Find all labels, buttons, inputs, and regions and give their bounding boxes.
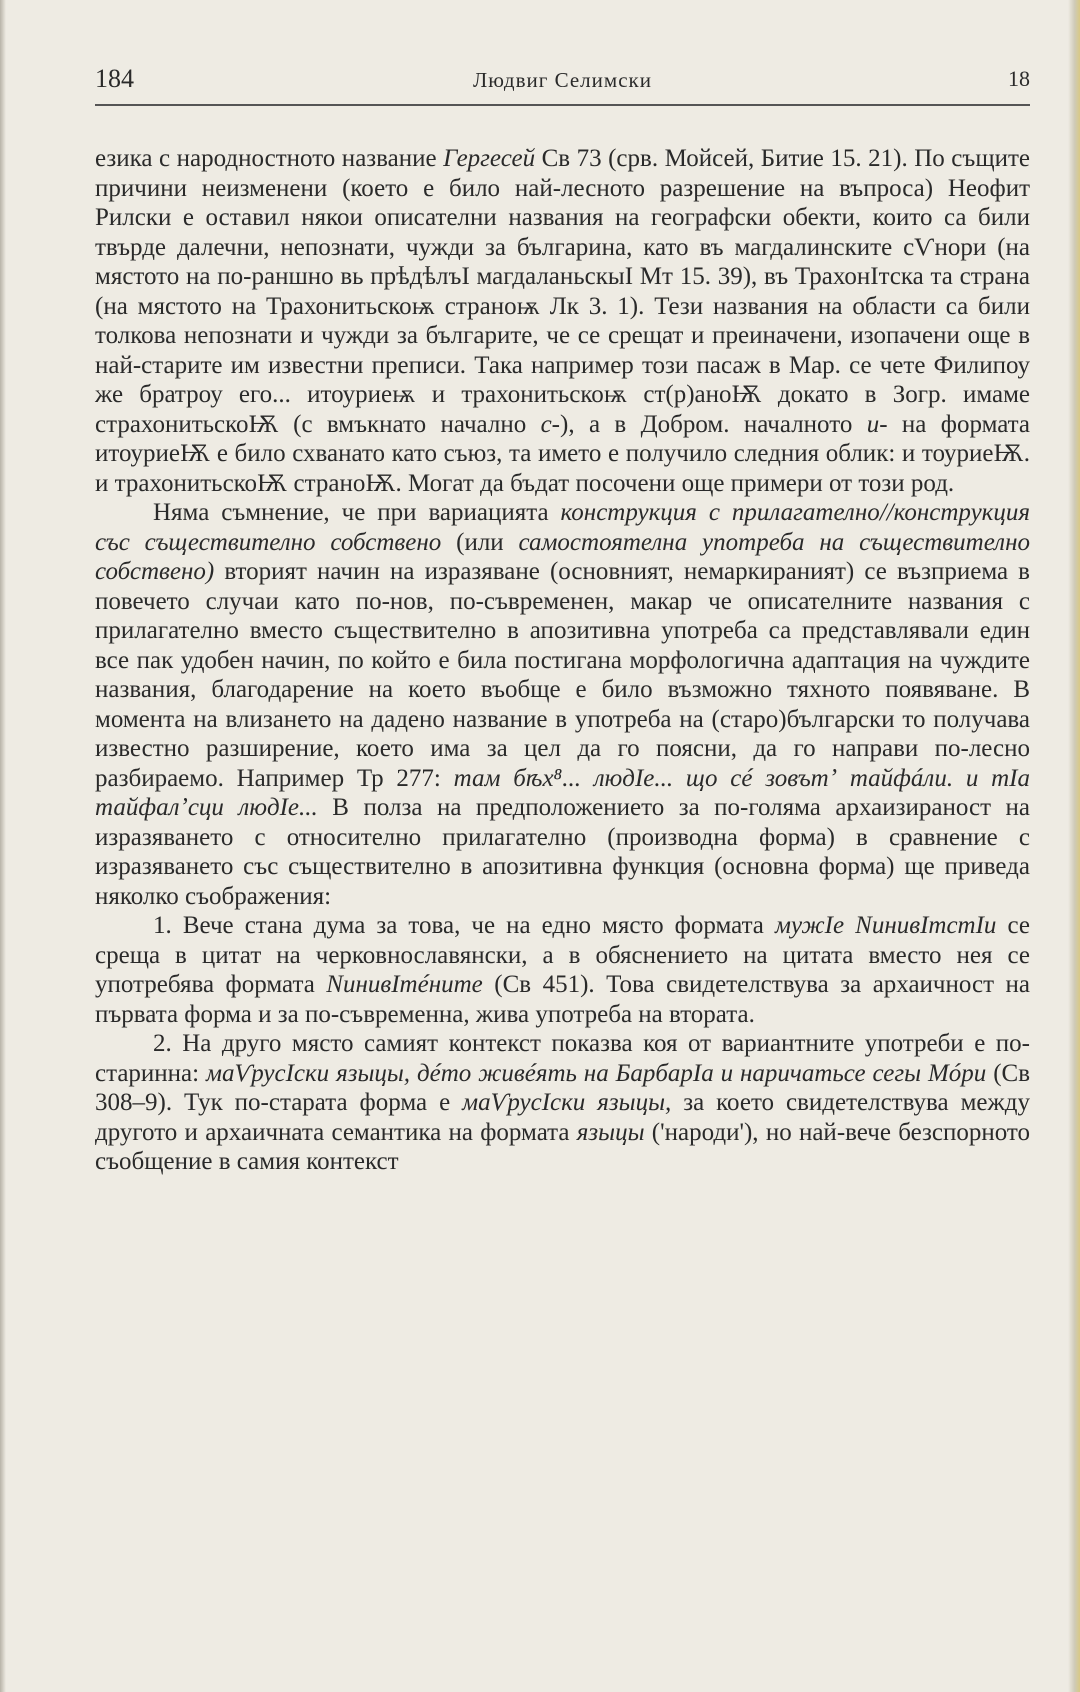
italic-run: Гергесей	[443, 145, 536, 172]
text-run: 1. Вече стана дума за това, че на едно място формата	[153, 912, 775, 939]
text-run: вторият начин на изразяване (основният, немаркираният) се възприема в повечето случаи като по-нов, по-съвременен, макар че описателните названия с прилагателно вместо съществително в апозитивна употреба са представлявали един все пак удобен начин, по който е била постигана морфологична адаптация на чуждите названия, благодарение на което въобще е било възможно тяхното появяване. В момента на влизането на дадено название в употреба на (старо)български то получава известно разширение, което има за цел да го поясни, да го направи по-лесно разбираемо. Например Тр 277:	[95, 558, 1030, 792]
text-run: ('народи'), но най-вече безспорното съобщение в самия контекст	[95, 1118, 1030, 1175]
page-right-edge	[1068, 0, 1080, 1692]
italic-run: маѴрусІски языцы,	[462, 1089, 672, 1116]
italic-run: мужІе NинивІтстІи	[774, 912, 997, 939]
text-run: (или	[441, 528, 519, 556]
text-run: Св 73 (срв. Мойсей, Битие 15. 21). По същите причини неизменени (което е било най-лесното разрешение на въпроса) Неофит Рилски е оставил някои описателни названия на географски обекти, които са били твърде далечни, непознати, чужди за българина, като въ магдалинските сѴнори (на мястото на по-раншно вь прѣдѣлъІ магдаланьскыІ Мт 15. 39), въ ТрахонІтска та страна (на мястото на Трахонитьскоѭ страноѭ Лк 3. 1). Тези названия на области са били толкова непознати и чужди за българите, че се срещат и преиначени, изопачени още в най-старите им известни преписи. Така например този пасаж в Мар. се чете Филипоу же братроу его... итоуриеѭ и трахонитьскоѭ ст(р)аноѬ докато в Зогр. имаме страхонитьскоѬ (с вмъкнато начално	[95, 145, 1030, 438]
paragraph-2	[95, 498, 1030, 911]
page-left-shadow	[0, 0, 6, 1692]
header-rule	[95, 104, 1030, 106]
italic-run: NинивІтéните	[326, 971, 483, 998]
text-run: се среща в цитат на черковнославянски, а в обяснението на цитата вместо нея се употребява формата	[95, 912, 1031, 998]
running-header	[95, 60, 1030, 100]
text-run: 2. На друго място самият контекст показва коя от вариантните употреби е по-старинна:	[95, 1030, 1030, 1087]
text-run: за което свидетелствува между другото и архаичната семантика на формата	[95, 1089, 1031, 1146]
text-run: ), а в Добром. началното	[560, 410, 867, 438]
italic-run: с-	[540, 410, 560, 438]
paragraph-4	[95, 1029, 1030, 1177]
body-text	[95, 144, 1030, 1177]
italic-run: самостоятелна употреба на съществително собствено)	[95, 528, 1030, 585]
italic-run: там бѣх⁸... людІе... що сé зовътʼ тайфáли. и тІа тайфалʼсци людІе...	[95, 764, 1030, 821]
running-title: Людвиг Селимски	[473, 68, 652, 92]
italic-run: маѴрусІски языцы, дéто живéять на БарбарІа и наричатьсе сегы Мóри	[206, 1059, 987, 1087]
page-number: 184	[95, 64, 134, 93]
text-run: В полза на предположението за по-голяма архаизираност на изразяването с относително прилагателно (производна форма) в сравнение с изразяването със съществително в апозитивна функция (основна форма) ще приведа няколко съображения:	[95, 794, 1030, 910]
italic-run: и-	[866, 410, 888, 438]
text-run: (Св 308–9). Тук по-старата форма е	[95, 1059, 1030, 1116]
text-run: на формата итоуриеѬ е било схванато като съюз, та името е получило следния облик: и тоуриеѬ. и трахонитьскоѬ страноѬ. Могат да бъдат посочени още примери от този род.	[95, 410, 1030, 497]
paragraph-1	[95, 144, 1030, 498]
text-run: езика с народностното название	[95, 145, 444, 172]
italic-run: языцы	[576, 1118, 645, 1146]
text-run: Няма съмнение, че при вариацията	[153, 499, 561, 526]
text-run: (Св 451). Това свидетелствува за архаичност на първата форма и за по-съвременна, жива употреба на втората.	[95, 971, 1031, 1028]
italic-run: конструкция с прилагателно//конструкция със съществително собствено	[95, 499, 1030, 556]
paragraph-3	[95, 911, 1030, 1029]
facing-page-number: 18	[1008, 66, 1030, 91]
